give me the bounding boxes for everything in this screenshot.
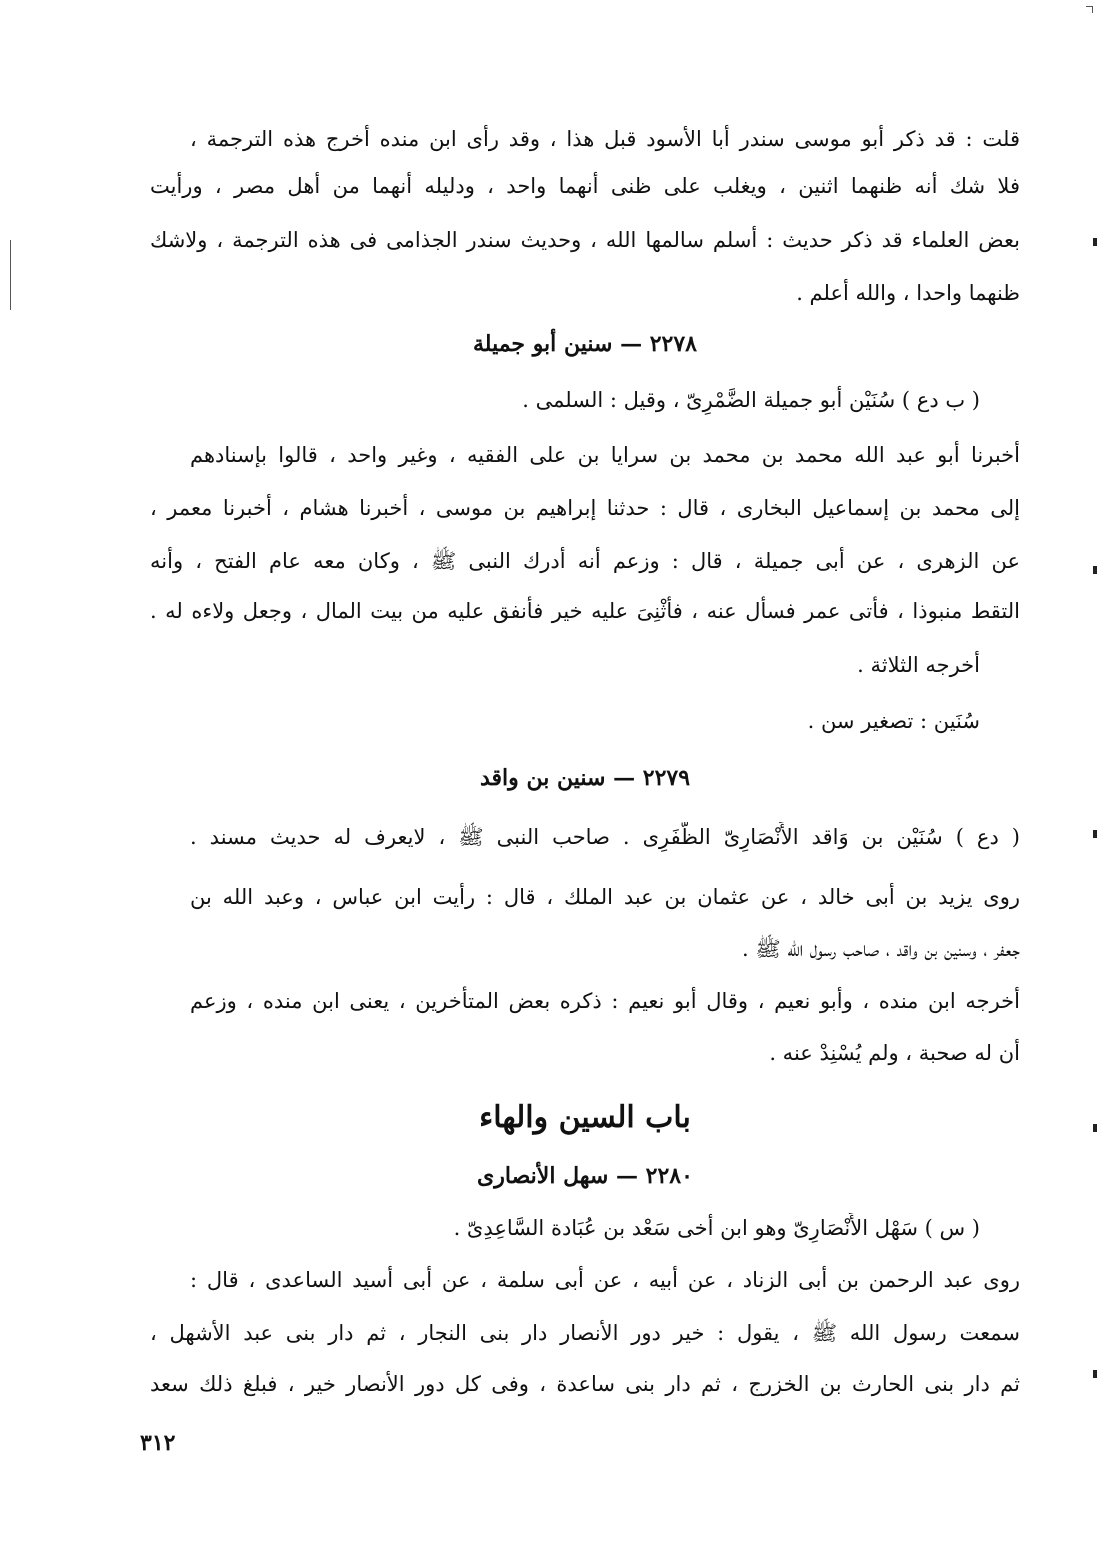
- paragraph-line: ظنهما واحدا ، والله أعلم .: [796, 281, 1020, 305]
- paragraph-line: إلى محمد بن إسماعيل البخارى ، قال : حدثنا إبراهيم بن موسى ، أخبرنا هشام ، أخبرنا معمر ،: [150, 496, 1020, 520]
- entry-heading: ٢٢٧٩ — سنين بن واقد: [479, 765, 691, 791]
- paragraph-line: ثم دار بنى الحارث بن الخزرج ، ثم دار بنى ساعدة ، وفى كل دور الأنصار خير ، فبلغ ذلك سعد: [150, 1372, 1020, 1396]
- paragraph-line: ( ب دع ) سُنَيْن أبو جميلة الضَّمْرِىّ ، وقيل : السلمى .: [522, 388, 980, 412]
- paragraph-line: فلا شك أنه ظنهما اثنين ، ويغلب على ظنى أنهما واحد ، ودليله أنهما من أهل مصر ، ورأيت: [150, 174, 1020, 198]
- paragraph-line: عن الزهرى ، عن أبى جميلة ، قال : وزعم أنه أدرك النبى ﷺ ، وكان معه عام الفتح ، وأنه: [150, 549, 1020, 573]
- paragraph-line: ( س ) سَهْل الأَنْصَارِىّ وهو ابن أخى سَعْد بن عُبَادة السَّاعِدِىّ .: [453, 1216, 980, 1240]
- paragraph-line: روى عبد الرحمن بن أبى الزناد ، عن أبيه ، عن أبى سلمة ، عن أبى أسيد الساعدى ، قال :: [190, 1268, 1020, 1292]
- margin-tick: [1093, 1370, 1097, 1378]
- left-margin-rule: [10, 240, 11, 310]
- paragraph-line: بعض العلماء قد ذكر حديث : أسلم سالمها الله ، وحديث سندر الجذامى فى هذه الترجمة ، ولاشك: [150, 228, 1020, 252]
- margin-tick: [1093, 238, 1097, 246]
- entry-heading: ٢٢٨٠ — سهل الأنصارى: [477, 1163, 693, 1189]
- paragraph-line: سمعت رسول الله ﷺ ، يقول : خير دور الأنصار دار بنى النجار ، ثم دار بنى عبد الأشهل ،: [150, 1321, 1020, 1345]
- page-number: ٣١٢: [140, 1430, 176, 1456]
- margin-tick: [1093, 566, 1097, 574]
- paragraph-line: سُنَين : تصغير سن .: [807, 709, 980, 733]
- paragraph-line: جعفر ، وسنين بن واقد ، صاحب رسول الله ﷺ .: [741, 937, 1020, 961]
- paragraph-line: التقط منبوذا ، فأتى عمر فسأل عنه ، فأُثْنِىَ عليه خير فأنفق عليه من بيت المال ، وجعل ولاءه له .: [150, 599, 1020, 623]
- paragraph-line: أن له صحبة ، ولم يُسْنِدْ عنه .: [769, 1041, 1020, 1065]
- margin-tick: [1093, 830, 1097, 838]
- paragraph-line: أخرجه الثلاثة .: [857, 653, 980, 677]
- paragraph-line: أخرجه ابن منده ، وأبو نعيم ، وقال أبو نعيم : ذكره بعض المتأخرين ، يعنى ابن منده ، وزعم: [190, 989, 1020, 1013]
- margin-tick: [1093, 1124, 1097, 1132]
- paragraph-line: روى يزيد بن أبى خالد ، عن عثمان بن عبد الملك ، قال : رأيت ابن عباس ، وعبد الله بن: [190, 885, 1020, 909]
- paragraph-line: أخبرنا أبو عبد الله محمد بن محمد بن سرايا بن على الفقيه ، وغير واحد ، قالوا بإسنادهم: [190, 443, 1020, 467]
- corner-mark: [1086, 6, 1093, 13]
- paragraph-line: قلت : قد ذكر أبو موسى سندر أبا الأسود قبل هذا ، وقد رأى ابن منده أخرج هذه الترجمة ،: [190, 127, 1020, 151]
- chapter-title: باب السين والهاء: [479, 1100, 691, 1135]
- paragraph-line: ( دع ) سُنَيْن بن وَاقد الأَنْصَارِىّ الظَّفَرِى . صاحب النبى ﷺ ، لايعرف له حديث مسند .: [190, 825, 1020, 849]
- entry-heading: ٢٢٧٨ — سنين أبو جميلة: [473, 331, 697, 357]
